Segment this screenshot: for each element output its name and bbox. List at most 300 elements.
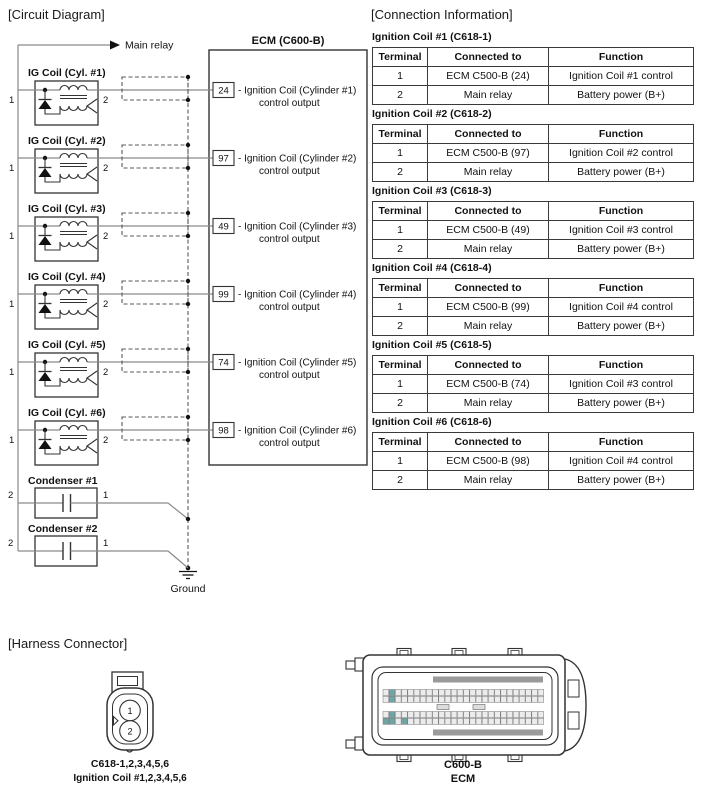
pin-number: 2 [127,726,133,737]
column-header: Connected to [428,279,549,298]
ecm-pin-cell [538,718,544,724]
connection-table-title: Ignition Coil #2 (C618-2) [372,108,492,120]
ecm-pin-cell [513,712,519,718]
table-cell: ECM C500-B (24) [428,67,549,86]
c618-caption-line1: C618-1,2,3,4,5,6 [90,758,170,770]
ecm-pin-cell [451,718,457,724]
shield-box [122,349,188,372]
condenser-circuit [8,475,188,519]
ecm-pin-cell [476,696,482,702]
ecm-pin-cell-highlighted [389,690,395,696]
ecm-pin-cell [414,712,420,718]
table-row [373,240,694,259]
ig-coil-circuit [9,407,356,465]
diode-icon [39,168,52,177]
shield-junction-dot [186,370,190,374]
ecm-pin-cell [408,696,414,702]
spark-gap-icon [87,303,97,317]
table-cell: Ignition Coil #4 control [549,298,694,317]
column-header: Function [549,279,694,298]
ecm-pin-cell [414,718,420,724]
table-cell: Main relay [428,86,549,105]
table-row [373,144,694,163]
ecm-pin-description: - Ignition Coil (Cylinder #6) [238,425,357,437]
table-cell: ECM C500-B (98) [428,452,549,471]
column-header: Connected to [428,125,549,144]
ecm-pin-cell [519,712,525,718]
circuit-diagram-section-label: [Circuit Diagram] [8,7,105,22]
column-header: Connected to [428,433,549,452]
ecm-pin-cell [439,718,445,724]
ecm-pin-cell [408,690,414,696]
ground-label: Ground [170,583,206,595]
table-row [373,221,694,240]
ecm-pin-description-line2: control output [259,302,320,313]
diode-icon [39,372,52,381]
ecm-pin-cell [457,712,463,718]
terminal-label: 1 [9,231,15,242]
c600b-connector-drawing [346,649,586,762]
ecm-pin-cell [426,718,432,724]
ig-coil-label: IG Coil (Cyl. #3) [28,203,106,215]
shield-junction-dot [186,211,190,215]
spark-gap-icon [87,371,97,385]
diode-icon [39,304,52,313]
ecm-pin-cell [408,718,414,724]
ecm-pin-cell [501,718,507,724]
secondary-winding-icon [60,378,87,383]
table-row [373,298,694,317]
ecm-pin-cell [538,712,544,718]
ecm-pin-cell [408,712,414,718]
ecm-pin-cell [439,696,445,702]
column-header: Connected to [428,356,549,375]
ecm-pin-cell [488,690,494,696]
ecm-pin-description-line2: control output [259,166,320,177]
c600b-caption-line1: C600-B [444,759,482,771]
shield-junction-dot [186,279,190,283]
connection-table [372,124,694,182]
ecm-pin-cell [395,718,401,724]
connection-table-block [372,261,693,336]
ecm-pin-cell [501,712,507,718]
spark-gap-icon [87,235,97,249]
table-cell: Main relay [428,163,549,182]
secondary-winding-icon [60,310,87,315]
ecm-pin-cell [488,712,494,718]
table-cell: 1 [373,144,428,163]
ig-coil-circuit [9,271,356,329]
ecm-pin-description-line2: control output [259,438,320,449]
table-cell: Battery power (B+) [549,317,694,336]
harness-connector-section-label: [Harness Connector] [8,636,128,651]
c600b-caption-line2: ECM [450,773,476,785]
connection-table [372,201,694,259]
ecm-pin-cell [451,712,457,718]
shield-junction-dot [186,415,190,419]
ecm-pin-description: - Ignition Coil (Cylinder #5) [238,357,357,369]
column-header: Terminal [373,433,428,452]
shield-junction-dot [186,438,190,442]
table-cell: Battery power (B+) [549,240,694,259]
terminal-label: 2 [103,367,109,378]
end-cap-latch [568,680,579,697]
column-header: Function [549,356,694,375]
ecm-pin-cell [451,690,457,696]
ecm-pin-cell [501,696,507,702]
ecm-box [209,50,367,465]
ecm-pin-cell [445,696,451,702]
table-cell: ECM C500-B (49) [428,221,549,240]
shield-junction-dot [186,143,190,147]
column-header: Connected to [428,48,549,67]
ecm-pin-number: 49 [218,221,229,233]
condenser-ground-diagonal [168,551,188,568]
ecm-pin-cell [445,690,451,696]
condenser-label: Condenser #2 [28,523,98,535]
ig-coil-circuit [9,203,356,261]
shield-box [122,417,188,440]
table-cell: 2 [373,394,428,413]
terminal-label: 2 [8,490,14,501]
terminal-label: 1 [103,490,109,501]
column-header: Terminal [373,356,428,375]
ecm-pin-cell [476,690,482,696]
ecm-pin-cell [414,696,420,702]
table-cell: 2 [373,240,428,259]
ecm-pin-cell [470,718,476,724]
ecm-pin-description-line2: control output [259,234,320,245]
table-cell: Main relay [428,471,549,490]
terminal-label: 1 [9,95,15,106]
ecm-pin-cell [395,690,401,696]
ecm-pin-cell [538,690,544,696]
table-cell: Ignition Coil #4 control [549,452,694,471]
ecm-pin-description-line2: control output [259,370,320,381]
table-row [373,67,694,86]
table-cell: 1 [373,298,428,317]
ecm-pin-cell [457,690,463,696]
ecm-pin-cell [532,696,538,702]
column-header: Function [549,48,694,67]
ecm-pin-cell [507,690,513,696]
primary-winding-icon [60,290,87,295]
connection-table-block [372,184,693,259]
connection-table-block [372,415,693,490]
shield-junction-dot [186,98,190,102]
ig-coil-label: IG Coil (Cyl. #6) [28,407,106,419]
ecm-title: ECM (C600-B) [251,35,325,47]
connection-table-block [372,338,693,413]
column-header: Terminal [373,125,428,144]
ecm-pin-cell [426,696,432,702]
ecm-pin-cell [383,696,389,702]
shield-junction-dot [186,166,190,170]
ecm-pin-cell [464,690,470,696]
connection-info-section-label: [Connection Information] [371,7,513,22]
ecm-pin-number: 97 [218,153,229,165]
ecm-pin-cell [445,712,451,718]
ecm-pin-cell-highlighted [389,712,395,718]
column-header: Connected to [428,202,549,221]
column-header: Function [549,433,694,452]
spark-gap-icon [87,99,97,113]
ecm-pin-description: - Ignition Coil (Cylinder #1) [238,85,357,97]
shield-junction-dot [186,302,190,306]
connection-table [372,278,694,336]
table-cell: Ignition Coil #1 control [549,67,694,86]
table-row [373,394,694,413]
shield-box [122,77,188,100]
ecm-pin-cell [433,712,439,718]
table-cell: 2 [373,471,428,490]
main-relay-arrow-icon [110,41,120,50]
connection-table-title: Ignition Coil #3 (C618-3) [372,185,492,197]
primary-winding-icon [60,426,87,431]
connection-info-tables [372,30,693,492]
ecm-pin-cell-highlighted [389,696,395,702]
ecm-pin-cell [532,718,538,724]
terminal-label: 1 [9,367,15,378]
ecm-pin-cell [464,712,470,718]
ecm-pin-cell [488,696,494,702]
ecm-pin-cell [532,690,538,696]
column-header: Terminal [373,202,428,221]
ecm-pin-cell [445,718,451,724]
ecm-pin-cell [470,712,476,718]
secondary-winding-icon [60,446,87,451]
ig-coil-circuit [9,67,356,125]
connection-table [372,355,694,413]
connection-table [372,432,694,490]
center-key [437,705,449,710]
connection-table-title: Ignition Coil #4 (C618-4) [372,262,492,274]
primary-winding-icon [60,154,87,159]
table-row [373,471,694,490]
table-cell: ECM C500-B (97) [428,144,549,163]
connection-table-title: Ignition Coil #1 (C618-1) [372,31,492,43]
ecm-pin-cell [464,696,470,702]
table-cell: 1 [373,221,428,240]
connection-table-title: Ignition Coil #5 (C618-5) [372,339,492,351]
ecm-pin-number: 24 [218,85,229,97]
c618-connector-drawing [107,672,153,752]
pin-number: 1 [127,706,133,716]
ecm-pin-cell [383,712,389,718]
ecm-pin-cell [402,712,408,718]
drain-junction-dot [186,517,190,521]
terminal-label: 2 [103,163,109,174]
table-cell: Battery power (B+) [549,86,694,105]
ecm-pin-number: 98 [218,425,229,437]
table-cell: Main relay [428,240,549,259]
ecm-pin-number: 99 [218,289,229,301]
ecm-pin-cell [519,718,525,724]
table-cell: 2 [373,86,428,105]
ecm-pin-cell [402,696,408,702]
table-cell: ECM C500-B (99) [428,298,549,317]
table-row [373,163,694,182]
ecm-pin-number: 74 [218,357,229,369]
ecm-pin-cell [519,696,525,702]
terminal-label: 1 [9,435,15,446]
ecm-pin-cell [538,696,544,702]
spark-gap-icon [87,167,97,181]
primary-winding-icon [60,358,87,363]
diode-icon [39,440,52,449]
harness-connectors [0,645,701,797]
ecm-pin-cell [513,690,519,696]
ecm-pin-cell [495,696,501,702]
table-cell: ECM C500-B (74) [428,375,549,394]
capacitor-icon [63,494,71,512]
table-cell: 1 [373,452,428,471]
ecm-pin-cell [507,696,513,702]
table-cell: Ignition Coil #2 control [549,144,694,163]
ecm-pin-cell [420,712,426,718]
diode-icon [39,236,52,245]
center-key [473,705,485,710]
table-cell: 2 [373,317,428,336]
secondary-winding-icon [60,106,87,111]
ecm-pin-cell [470,696,476,702]
primary-winding-icon [60,222,87,227]
table-row [373,375,694,394]
ecm-pin-cell [501,690,507,696]
ecm-pin-cell [513,696,519,702]
mounting-bolt [346,661,355,669]
table-cell: 1 [373,375,428,394]
ecm-pin-cell [426,690,432,696]
table-row [373,86,694,105]
condenser-label: Condenser #1 [28,475,98,487]
capacitor-icon [63,542,71,560]
ecm-pin-cell [383,690,389,696]
ecm-pin-cell [526,712,532,718]
ig-coil-circuit [9,339,356,397]
ecm-pin-cell [395,696,401,702]
ecm-pin-cell [495,712,501,718]
ecm-pin-cell [470,690,476,696]
table-row [373,317,694,336]
ecm-pin-cell [519,690,525,696]
shield-junction-dot [186,75,190,79]
terminal-label: 2 [103,231,109,242]
column-header: Terminal [373,279,428,298]
ecm-pin-cell [482,712,488,718]
ig-coil-label: IG Coil (Cyl. #4) [28,271,106,283]
table-cell: Battery power (B+) [549,163,694,182]
ecm-pin-cell [402,690,408,696]
ecm-pin-cell [482,718,488,724]
shield-junction-dot [186,347,190,351]
connection-table [372,47,694,105]
ig-coil-label: IG Coil (Cyl. #5) [28,339,106,351]
shield-box [122,145,188,168]
connection-table-title: Ignition Coil #6 (C618-6) [372,416,492,428]
table-cell: Ignition Coil #3 control [549,375,694,394]
ecm-pin-cell [433,690,439,696]
guide-bar [433,677,543,683]
c618-caption-line2: Ignition Coil #1,2,3,4,5,6 [73,773,187,784]
primary-winding-icon [60,86,87,91]
ecm-pin-description: - Ignition Coil (Cylinder #3) [238,221,357,233]
secondary-winding-icon [60,174,87,179]
column-header: Function [549,202,694,221]
ecm-pin-cell [495,690,501,696]
condenser-circuit [8,523,188,568]
shield-junction-dot [186,234,190,238]
table-cell: 2 [373,163,428,182]
ecm-pin-cell [464,718,470,724]
terminal-label: 2 [8,538,14,549]
mounting-bolt [346,740,355,748]
ecm-pin-cell [426,712,432,718]
ecm-pin-cell [488,718,494,724]
connector-end-cap [565,659,586,751]
ecm-pin-cell [420,718,426,724]
column-header: Terminal [373,48,428,67]
ig-coil-label: IG Coil (Cyl. #2) [28,135,106,147]
ground-icon [179,572,197,579]
table-cell: Battery power (B+) [549,471,694,490]
connector-latch-inner [118,677,138,686]
ecm-pin-cell-highlighted [402,718,408,724]
ecm-pin-cell [513,718,519,724]
terminal-label: 1 [9,299,15,310]
condenser-ground-diagonal [168,503,188,519]
ig-coil-label: IG Coil (Cyl. #1) [28,67,106,79]
circuit-diagram [0,28,372,620]
ecm-pin-description: - Ignition Coil (Cylinder #2) [238,153,357,165]
ecm-pin-cell [439,690,445,696]
end-cap-latch [568,712,579,729]
ecm-pin-cell [457,718,463,724]
ecm-pin-cell [420,690,426,696]
ecm-pin-cell [507,718,513,724]
terminal-label: 2 [103,435,109,446]
table-cell: Battery power (B+) [549,394,694,413]
terminal-label: 2 [103,95,109,106]
ecm-pin-cell [507,712,513,718]
ecm-pin-description-line2: control output [259,98,320,109]
ecm-pin-cell [482,690,488,696]
ecm-pin-cell [476,712,482,718]
ecm-pin-cell [439,712,445,718]
ecm-pin-cell [433,696,439,702]
ecm-pin-cell [532,712,538,718]
terminal-label: 1 [103,538,109,549]
ecm-pin-cell [395,712,401,718]
ecm-pin-cell [482,696,488,702]
column-header: Function [549,125,694,144]
ecm-pin-cell [414,690,420,696]
ecm-pin-cell [526,696,532,702]
ecm-pin-cell [526,718,532,724]
table-row [373,452,694,471]
ecm-pin-description: - Ignition Coil (Cylinder #4) [238,289,357,301]
table-cell: Ignition Coil #3 control [549,221,694,240]
ecm-pin-cell [451,696,457,702]
ecm-pin-cell [476,718,482,724]
guide-bar [433,730,543,736]
table-cell: Main relay [428,317,549,336]
connection-table-block [372,107,693,182]
ecm-pin-cell-highlighted [389,718,395,724]
ecm-pin-cell [420,696,426,702]
ecm-pin-cell [526,690,532,696]
table-cell: Main relay [428,394,549,413]
